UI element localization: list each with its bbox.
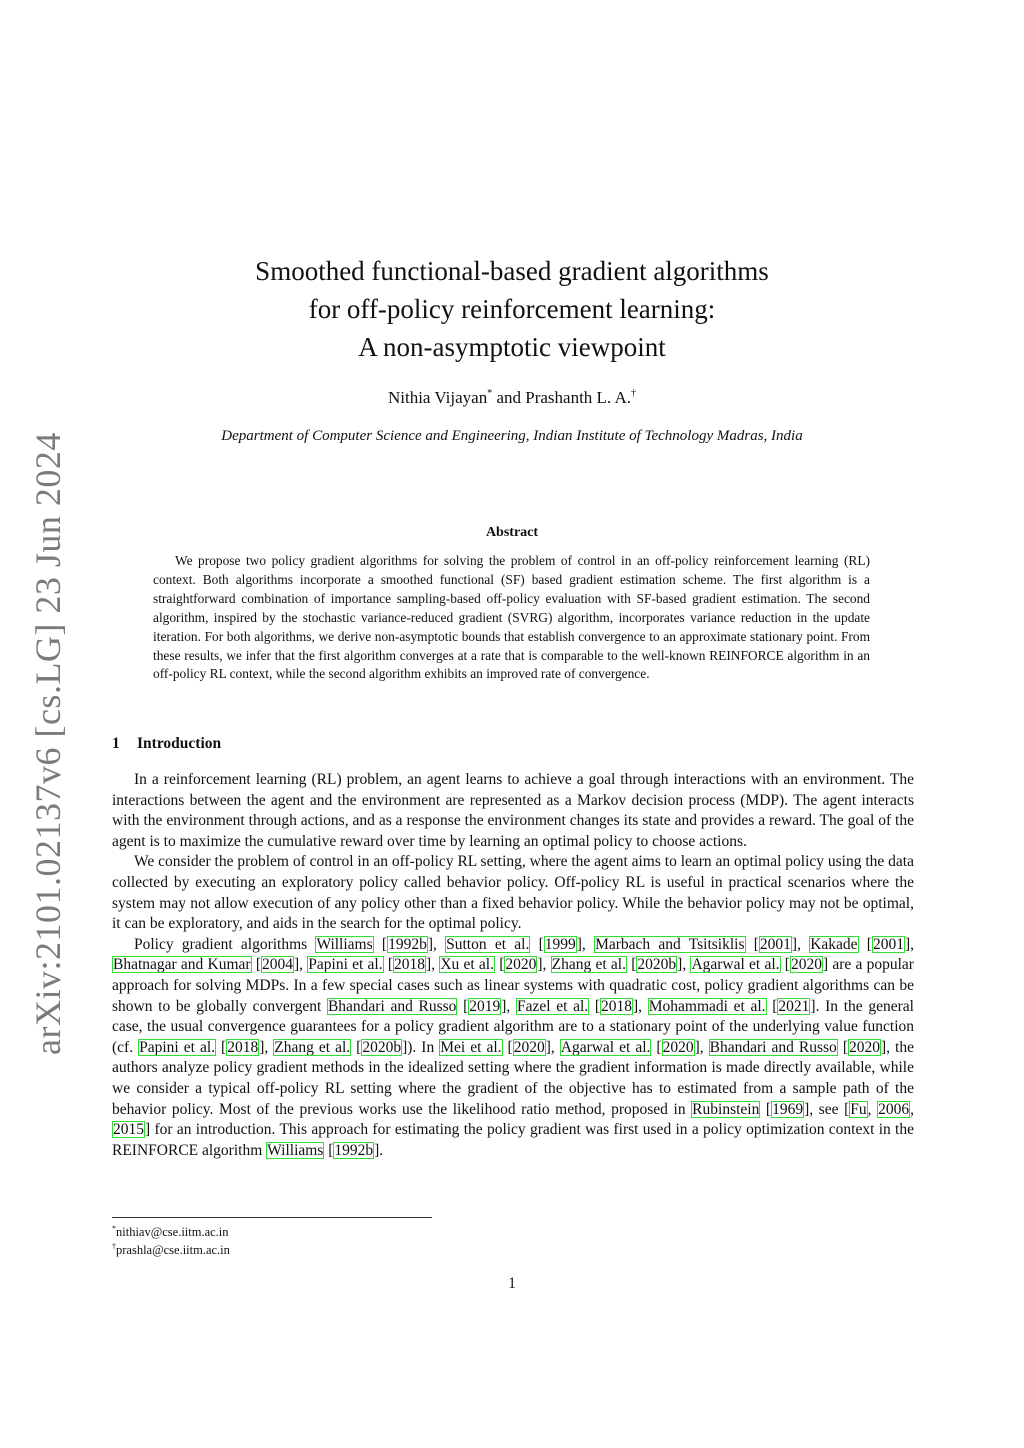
footnote-email: nithiav@cse.iitm.ac.in xyxy=(116,1225,229,1239)
text-run: ], see [ xyxy=(804,1100,850,1118)
text-run: [ xyxy=(383,956,394,974)
footnote-1 xyxy=(112,1221,229,1240)
text-run: [ xyxy=(324,1141,334,1159)
text-run: ], xyxy=(427,935,446,953)
footnote-email: prashla@cse.iitm.ac.in xyxy=(116,1243,230,1257)
citation-link[interactable]: Fu xyxy=(850,1100,867,1118)
section-heading xyxy=(112,735,221,753)
paragraph-1: In a reinforcement learning (RL) problem, an agent learns to achieve a goal through interactions with an environment. The interactions between the agent and the environment are represented as a Markov decision process (MDP). The agent interacts with the environment through actions, and as a response the environment changes its state and provides a reward. The goal of the agent is to maximize the cumulative reward over time by learning an optimal policy to choose actions. xyxy=(112,771,914,850)
text-run: , xyxy=(867,1100,878,1118)
abstract-text: We propose two policy gradient algorithms for solving the problem of control in an off-policy reinforcement learning (RL) context. Both algorithms incorporate a smoothed functional (SF) based gradient estimation scheme. The first algorithm is a straightforward combination of importance sampling-based off-policy evaluation with SF-based gradient estimation. The second algorithm, inspired by the stochastic variance-reduced gradient (SVRG) algorithm, incorporates variance reduction in the update iteration. For both algorithms, we derive non-asymptotic bounds that establish convergence to an approximate stationary point. From these results, we infer that the first algorithm converges at a rate that is comparable to the well-known REINFORCE algorithm in an off-policy RL context, while the second algorithm exhibits an improved rate of convergence. xyxy=(153,553,870,682)
citation-link[interactable]: Mohammadi et al. xyxy=(648,997,766,1015)
author-name: Nithia Vijayan xyxy=(387,388,488,407)
title-line-3: A non-asymptotic viewpoint xyxy=(358,332,666,362)
author-list xyxy=(0,388,1024,408)
section-title: Introduction xyxy=(137,735,222,752)
citation-link[interactable]: Agarwal et al. xyxy=(560,1038,651,1056)
citation-year-link[interactable]: 2001 xyxy=(872,935,904,953)
text-run: [ xyxy=(745,935,759,953)
citation-link[interactable]: Williams xyxy=(267,1141,324,1159)
citation-link[interactable]: Bhandari and Russo xyxy=(709,1038,837,1056)
text-run: [ xyxy=(837,1038,848,1056)
citation-year-link[interactable]: 2018 xyxy=(601,997,633,1015)
text-run: [ xyxy=(766,997,778,1015)
text-run: ], xyxy=(904,935,915,953)
text-run: [ xyxy=(351,1038,362,1056)
footnote-mark: † xyxy=(112,1242,116,1251)
page-number: 1 xyxy=(508,1275,516,1292)
author-name: Prashanth L. A. xyxy=(525,388,632,407)
citation-year-link[interactable]: 2020 xyxy=(848,1038,880,1056)
text-run: ] for an introduction. This approach for estimating the policy gradient was first used in a policy optimization context in the REINFORCE algorithm xyxy=(112,1121,914,1159)
citation-link[interactable]: Williams xyxy=(316,935,373,953)
text-run: ]. xyxy=(374,1141,384,1159)
citation-link[interactable]: Kakade xyxy=(810,935,858,953)
text-run: ] are a popular approach for solving MDPs. In a few special cases such as linear systems with quadratic cost, policy gradient algorithms can be shown to be globally convergent xyxy=(112,956,914,1015)
citation-link[interactable]: Papini et al. xyxy=(308,956,383,974)
text-run: [ xyxy=(530,935,544,953)
text-run: [ xyxy=(494,956,505,974)
citation-year-link[interactable]: 2004 xyxy=(262,956,293,974)
title-line-1: Smoothed functional-based gradient algorithms xyxy=(255,256,769,286)
text-run: [ xyxy=(760,1100,772,1118)
citation-year-link[interactable]: 2020 xyxy=(790,956,822,974)
citation-year-link[interactable]: 2018 xyxy=(394,956,426,974)
citation-link[interactable]: Bhatnagar and Kumar xyxy=(113,956,251,974)
citation-year-link[interactable]: 2020b xyxy=(362,1038,402,1056)
text-run: ], xyxy=(576,935,595,953)
text-run: ], xyxy=(633,997,648,1015)
text-run: [ xyxy=(651,1038,662,1056)
text-run: [ xyxy=(589,997,601,1015)
citation-link[interactable]: Rubinstein xyxy=(692,1100,760,1118)
citation-year-link[interactable]: 2018 xyxy=(227,1038,259,1056)
citation-year-link[interactable]: 1992b xyxy=(388,935,427,953)
citation-link[interactable]: Zhang et al. xyxy=(551,956,626,974)
body-text xyxy=(112,770,914,1161)
text-run: [ xyxy=(627,956,637,974)
footnote-2 xyxy=(112,1239,230,1258)
paper-title xyxy=(0,252,1024,366)
citation-year-link[interactable]: 1999 xyxy=(544,935,576,953)
text-run: ], xyxy=(545,1038,560,1056)
text-run: [ xyxy=(216,1038,227,1056)
abstract-heading: Abstract xyxy=(485,525,539,540)
paragraph-2: We consider the problem of control in an off-policy RL setting, where the agent aims to learn an optimal policy using the data collected by executing an exploratory policy called behavior policy. Off-policy RL is useful in practical scenarios where the system may not allow execution of any policy other than a fixed behavior policy. While the behavior policy may not be optimal, it can be exploratory, and aids in the search for the optimal policy. xyxy=(112,853,914,933)
text-run: [ xyxy=(780,956,790,974)
arxiv-identifier-sidebar: arXiv:2101.02137v6 [cs.LG] 23 Jun 2024 xyxy=(28,432,68,1055)
text-run: ], xyxy=(294,956,308,974)
author-separator: and xyxy=(492,388,526,407)
citation-link[interactable]: Marbach and Tsitsiklis xyxy=(595,935,745,953)
citation-link[interactable]: Papini et al. xyxy=(139,1038,216,1056)
citation-year-link[interactable]: 1992b xyxy=(334,1141,374,1159)
text-run: [ xyxy=(502,1038,513,1056)
text-run: ], xyxy=(426,956,440,974)
citation-year-link[interactable]: 2006 xyxy=(878,1100,910,1118)
affiliation: Department of Computer Science and Engineering, Indian Institute of Technology Madras, India xyxy=(221,428,803,444)
citation-link[interactable]: Agarwal et al. xyxy=(691,956,780,974)
text-run: [ xyxy=(373,935,388,953)
citation-link[interactable]: Fazel et al. xyxy=(516,997,589,1015)
text-run: ], xyxy=(791,935,810,953)
text-run: ], xyxy=(259,1038,274,1056)
citation-link[interactable]: Sutton et al. xyxy=(446,935,530,953)
citation-year-link[interactable]: 2021 xyxy=(778,997,810,1015)
text-run: [ xyxy=(251,956,261,974)
citation-year-link[interactable]: 2020b xyxy=(637,956,677,974)
citation-link[interactable]: Bhandari and Russo xyxy=(327,997,457,1015)
text-run: ], xyxy=(501,997,516,1015)
text-run: ], xyxy=(694,1038,709,1056)
citation-year-link[interactable]: 2001 xyxy=(759,935,791,953)
text-run: ], xyxy=(677,956,691,974)
section-number: 1 xyxy=(112,735,120,752)
text-run: , xyxy=(910,1100,914,1118)
citation-year-link[interactable]: 1969 xyxy=(772,1100,804,1118)
paragraph-3 xyxy=(112,935,914,1162)
citation-link[interactable]: Xu et al. xyxy=(440,956,494,974)
footnote-mark: † xyxy=(631,388,637,399)
text-run: ]. In the general case, the usual convergence guarantees for a policy gradient algorithm are to a stationary point of the underlying value function (cf. xyxy=(112,997,914,1056)
title-line-2: for off-policy reinforcement learning: xyxy=(308,294,716,324)
text-run: [ xyxy=(457,997,469,1015)
citation-year-link[interactable]: 2020 xyxy=(513,1038,545,1056)
text-run: [ xyxy=(858,935,872,953)
citation-year-link[interactable]: 2015 xyxy=(113,1121,144,1139)
text-run: ], the authors analyze policy gradient methods in the idealized setting where the gradient information is made directly available, while we consider a typical off-policy RL setting where the gradient of the objective has to estimated from a sample path of the behavior policy. Most of the previous works use the likelihood ratio method, proposed in xyxy=(112,1038,914,1118)
citation-year-link[interactable]: 2020 xyxy=(662,1038,694,1056)
citation-link[interactable]: Mei et al. xyxy=(440,1038,502,1056)
citation-year-link[interactable]: 2019 xyxy=(469,997,501,1015)
footnote-rule xyxy=(112,1217,432,1218)
citation-link[interactable]: Zhang et al. xyxy=(274,1038,351,1056)
footnote-mark: * xyxy=(112,1224,116,1233)
text-run: Policy gradient algorithms xyxy=(134,935,316,953)
footnote-mark: * xyxy=(487,388,493,399)
citation-year-link[interactable]: 2020 xyxy=(505,956,537,974)
text-run: ], xyxy=(537,956,551,974)
text-run: ]). In xyxy=(402,1038,440,1056)
